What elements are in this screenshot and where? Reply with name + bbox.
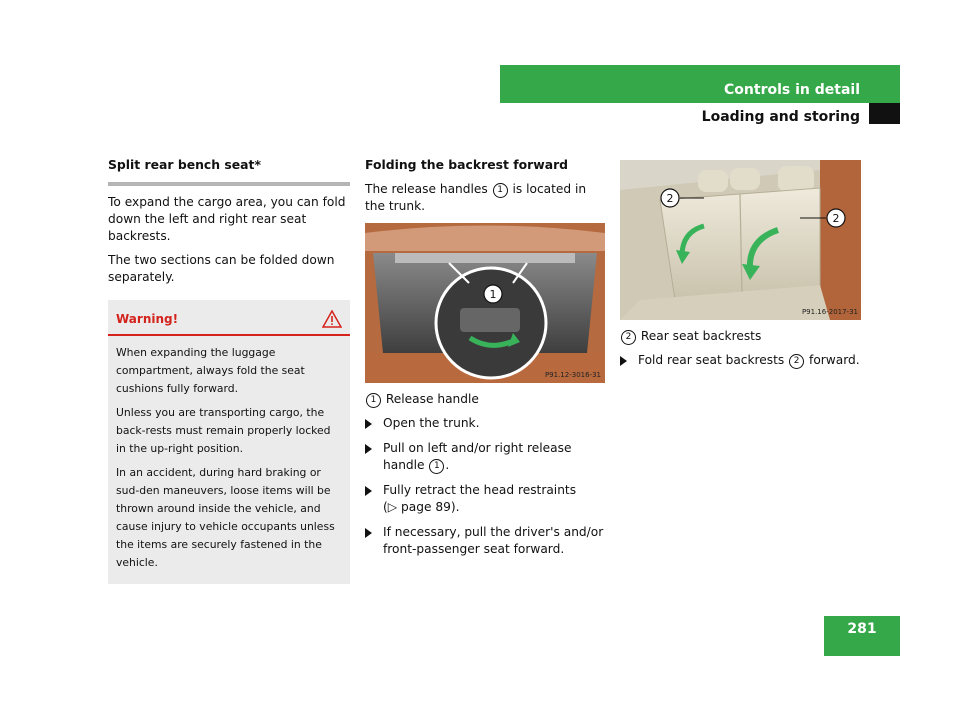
text: is located in the trunk. (365, 182, 587, 213)
warning-triangle-icon (322, 310, 342, 328)
callout-number: 1 (493, 183, 508, 198)
caption (365, 391, 605, 408)
warning-text: When expanding the luggage compartment, always fold the seat cushions fully forward. (116, 346, 305, 395)
image-code: P91.16-2017-31 (801, 308, 858, 316)
text: Fully retract the head restraints (383, 483, 577, 497)
text: Pull on left and/or right release handle (383, 441, 572, 472)
trunk-release-image (365, 223, 605, 383)
text: Release handle (385, 392, 479, 406)
paragraph: The two sections can be folded down separately. (108, 253, 335, 284)
text: The release handles (365, 182, 488, 196)
bullet-triangle-icon (365, 528, 372, 538)
image-code: P91.12-3016-31 (544, 371, 601, 379)
callout-number: 2 (789, 354, 804, 369)
instruction-step: Pull on left and/or right release handle 1 . (365, 440, 605, 474)
callout-number: 2 (621, 330, 636, 345)
instruction-step (365, 482, 605, 516)
warning-title: Warning! (116, 312, 179, 326)
bullet-triangle-icon (365, 419, 372, 429)
header-block (869, 103, 900, 124)
text: forward. (809, 353, 860, 367)
text: Open the trunk. (383, 416, 480, 430)
bullet-triangle-icon (365, 444, 372, 454)
header-bar (500, 65, 900, 103)
paragraph: To expand the cargo area, you can fold down the left and right rear seat backrests. (108, 195, 346, 243)
text: Rear seat backrests (640, 329, 762, 343)
section-title: Controls in detail (724, 82, 860, 98)
callout-number: 1 (366, 393, 381, 408)
warning-text: Unless you are transporting cargo, the back-rests must remain properly locked in the up-right position. (116, 406, 331, 455)
page-reference: (▷ page 89). (383, 500, 460, 514)
warning-header (116, 310, 342, 328)
text: Fold rear seat backrests (638, 353, 785, 367)
bullet-triangle-icon (365, 486, 372, 496)
subsection-title: Loading and storing (701, 109, 860, 125)
bullet-triangle-icon (620, 356, 627, 366)
image-callout: 2 (666, 192, 674, 205)
image-callout: 1 (489, 288, 497, 301)
warning-box (108, 300, 350, 584)
middle-column (365, 156, 605, 566)
text: If necessary, pull the driver's and/or front-passenger seat forward. (383, 525, 604, 556)
callout-number: 1 (429, 459, 444, 474)
left-column (108, 156, 350, 584)
warning-rule (108, 334, 350, 336)
image-callout: 2 (832, 212, 840, 225)
rear-seat-image (620, 160, 861, 320)
right-column (620, 160, 861, 377)
warning-text: In an accident, during hard braking or sud-den maneuvers, loose items will be thrown around inside the vehicle, and cause injury to vehicle occupants unless the items are securely fastened in the vehicle. (116, 466, 335, 569)
page-number: 281 (824, 616, 900, 656)
paragraph (365, 181, 605, 215)
section-heading: Split rear bench seat* (108, 157, 261, 172)
instruction-step (365, 415, 605, 432)
caption (620, 328, 861, 345)
instruction-step (620, 352, 861, 369)
section-heading: Folding the backrest forward (365, 157, 569, 172)
instruction-step (365, 524, 605, 558)
heading-rule (108, 182, 350, 186)
